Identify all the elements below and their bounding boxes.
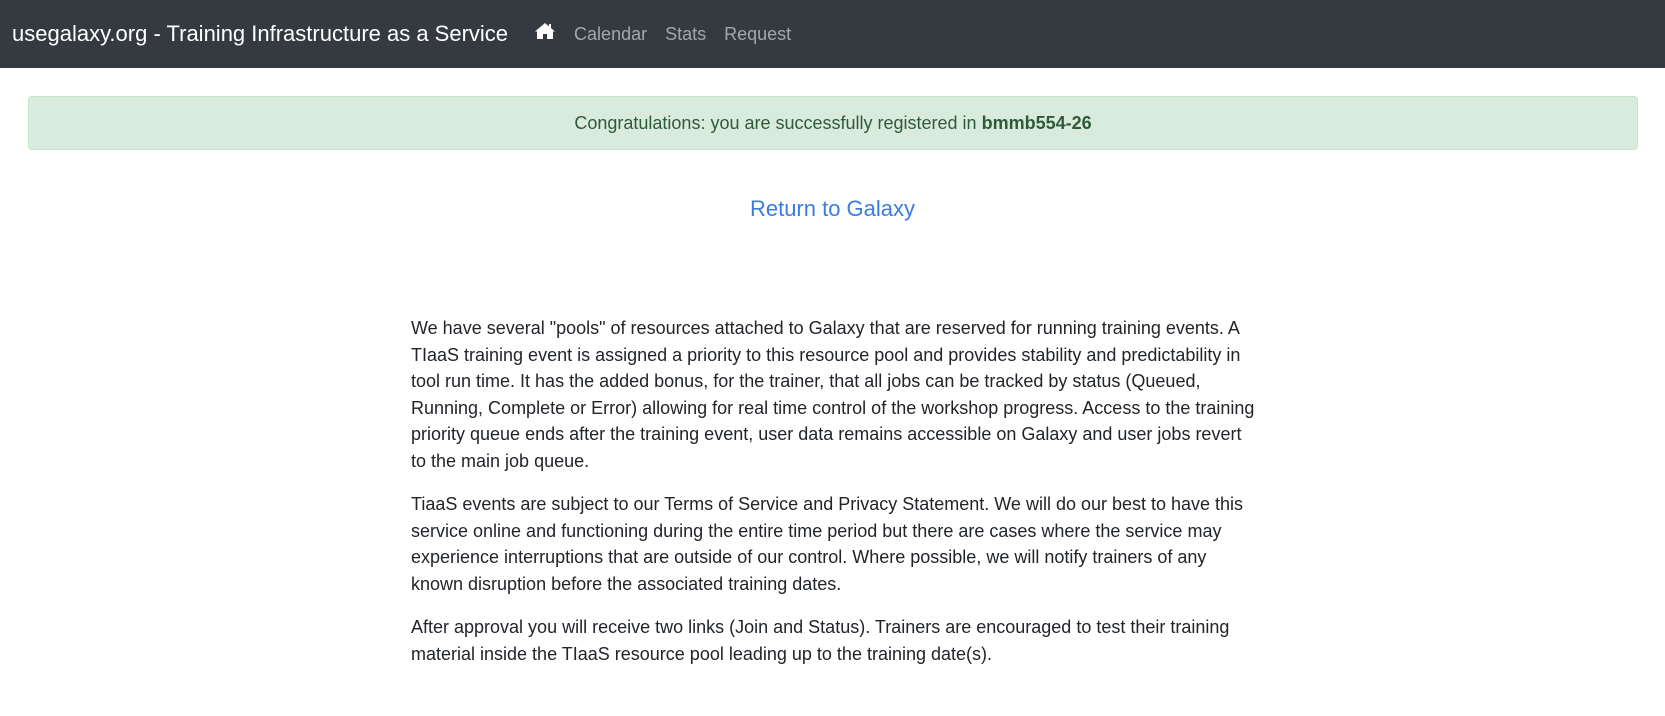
tiaas-description [411,315,1261,684]
return-to-galaxy-link[interactable]: Return to Galaxy [749,196,916,221]
nav-stats[interactable]: Stats [665,23,707,44]
description-paragraph-terms: TiaaS events are subject to our Terms of Service and Privacy Statement. We will do our best to have this service online and functioning during the entire time period but there are cases where the service may experience interruptions that are outside of our control. Where possible, we will notify trainers of any known disruption before the associated training dates. [411,494,1244,594]
brand-link[interactable]: usegalaxy.org - Training Infrastructure as a Service [12,21,509,46]
event-id: bmmb554-26 [981,112,1092,133]
top-navbar [0,0,1665,68]
description-paragraph-pools: We have several "pools" of resources attached to Galaxy that are reserved for running training events. A TIaaS training event is assigned a priority to this resource pool and provides stability and predictability in tool run time. It has the added bonus, for the trainer, that all jobs can be tracked by status (Queued, Running, Complete or Error) allowing for real time control of the workshop progress. Access to the training priority queue ends after the training event, user data remains accessible on Galaxy and user jobs revert to the main job queue. [411,318,1255,471]
registration-success-alert [28,96,1638,150]
description-paragraph-approval: After approval you will receive two links (Join and Status). Trainers are encouraged to test their training material inside the TIaaS resource pool leading up to the training date(s). [411,617,1230,664]
nav-request[interactable]: Request [724,23,792,44]
home-link[interactable] [534,22,556,45]
alert-message: Congratulations: you are successfully registered in [574,112,977,133]
nav-calendar[interactable]: Calendar [574,23,648,44]
home-icon [534,22,556,45]
